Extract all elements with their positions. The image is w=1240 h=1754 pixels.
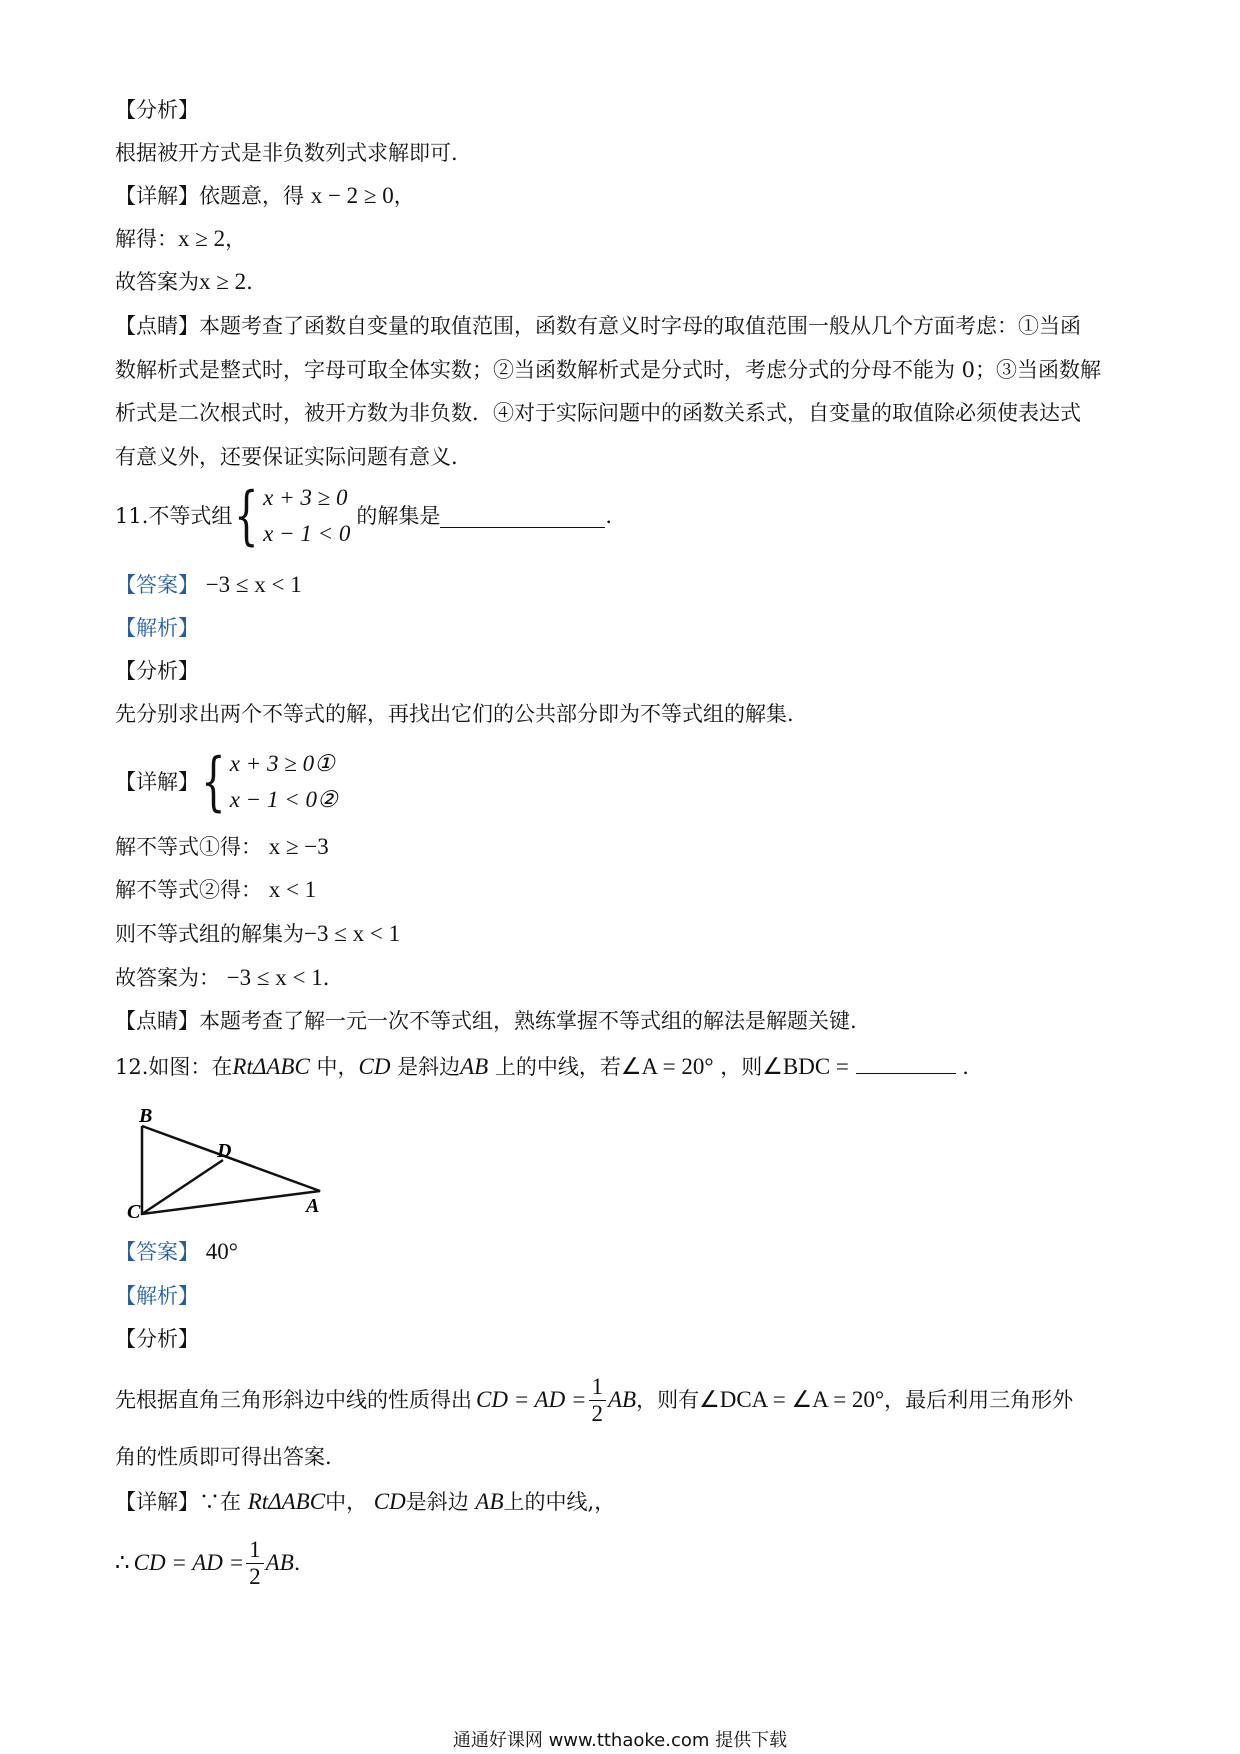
p10-analysis-text: 根据被开方式是非负数列式求解即可. — [115, 141, 458, 165]
q11-detail-system: { x + 3 ≥ 0① x − 1 < 0② — [201, 745, 338, 819]
q11-step1: 解不等式①得： x ≥ −3 — [115, 834, 329, 859]
p10-comment-line-2: 数解析式是整式时，字母可取全体实数；②当函数解析式是分式时，考虑分式的分母不能为 0；③当函数解 — [115, 358, 1102, 382]
p10-analysis-label: 【分析】 — [115, 98, 199, 122]
p10-answer: 故答案为x ≥ 2. — [115, 269, 253, 294]
p10-comment-line-1: 【点睛】本题考查了函数自变量的取值范围，函数有意义时字母的取值范围一般从几个方面考虑：①当函 — [115, 314, 1081, 338]
p10-detail: 【详解】依题意，得 x − 2 ≥ 0， — [115, 183, 415, 208]
p10-comment-line-4: 有意义外，还要保证实际问题有意义. — [115, 445, 458, 469]
p10-detail-math: x − 2 ≥ 0 — [310, 183, 394, 208]
q11-answer-blank[interactable] — [440, 505, 605, 528]
q12-analysis-text: 先根据直角三角形斜边中线的性质得出 CD = AD = $\frac{1}{2}$ AB ，则有 ∠DCA = ∠A = 20° ，最后利用三角形外 — [115, 1373, 1074, 1426]
label-b: B — [139, 1105, 153, 1127]
page-footer: 通通好课网 www.tthaoke.com 提供下载 — [452, 1730, 788, 1751]
q11-system: { x + 3 ≥ 0 x − 1 < 0 — [234, 479, 351, 553]
q11-answer: 【答案】 −3 ≤ x < 1 — [115, 572, 302, 597]
q11-step2: 解不等式②得： x < 1 — [115, 877, 317, 902]
label-c: C — [127, 1201, 141, 1220]
p10-comment-line-3: 析式是二次根式时，被开方数为非负数．④对于实际问题中的函数关系式，自变量的取值除必须使表达式 — [115, 401, 1081, 425]
q12-therefore-fraction: $\frac{1}{2}$ — [246, 1537, 264, 1590]
q11-step4: 故答案为： −3 ≤ x < 1. — [115, 965, 330, 990]
label-d: D — [217, 1140, 232, 1162]
q11-analysis-text: 先分别求出两个不等式的解，再找出它们的公共部分即为不等式组的解集. — [115, 702, 794, 726]
q12-answer-blank[interactable] — [856, 1051, 956, 1074]
q11-comment: 【点睛】本题考查了解一元一次不等式组，熟练掌握不等式组的解法是解题关键. — [115, 1009, 857, 1033]
q12-analysis-line2: 角的性质即可得出答案. — [115, 1445, 332, 1469]
q12-jiexi-label: 【解析】 — [115, 1284, 199, 1308]
q11-analysis-label: 【分析】 — [115, 659, 199, 683]
q12-triangle-figure — [125, 1100, 335, 1220]
q12-fraction: $\frac{1}{2}$ — [589, 1374, 607, 1427]
p10-solve: 解得：x ≥ 2， — [115, 226, 247, 251]
q12-answer: 【答案】 40° — [115, 1239, 238, 1264]
q11-detail: 【详解】 { x + 3 ≥ 0① x − 1 < 0② — [115, 745, 338, 819]
q12-therefore: ∴ CD = AD = $\frac{1}{2}$ AB . — [115, 1536, 301, 1589]
q11-jiexi-label: 【解析】 — [115, 616, 199, 640]
q11-step3: 则不等式组的解集为−3 ≤ x < 1 — [115, 921, 401, 946]
q12-detail: 【详解】∵在 RtΔABC中， CD是斜边 AB上的中线,， — [115, 1489, 616, 1514]
q11-question: 11.不等式组 { x + 3 ≥ 0 x − 1 < 0 的解集是 . — [115, 479, 613, 553]
q12-analysis-label: 【分析】 — [115, 1327, 199, 1351]
label-a: A — [306, 1195, 320, 1217]
q12-question: 12.如图：在RtΔABC 中，CD 是斜边AB 上的中线，若∠A = 20° ，则∠BDC = . — [115, 1051, 969, 1081]
